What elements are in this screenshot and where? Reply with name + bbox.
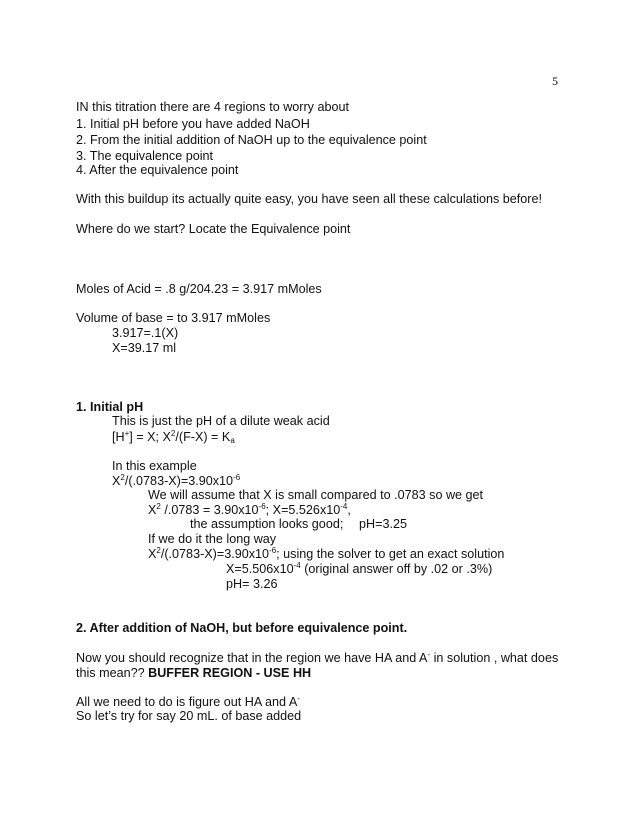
volume-result: X=39.17 ml xyxy=(112,341,177,355)
intro-line-3: 2. From the initial addition of NaOH up to the equivalence point xyxy=(76,133,427,147)
s1-ka-expression: [H+] = X; $X^2/(F-X) = K_a$ xyxy=(112,429,235,445)
s1-equation-d: $X=5.506x10^{-4}$ (original answer off by .02 or .3%) xyxy=(226,561,493,576)
buffer-region-callout: BUFFER REGION - USE HH xyxy=(148,666,312,680)
intro-line-5: 4. After the equivalence point xyxy=(76,163,239,177)
s1-equation-c: $X^2/(.0783-X)=3.90x10^{-6}$; using the solver to get an exact solution xyxy=(148,546,505,561)
s1-equation-b: $X^2$ $/.0783 = 3.90x10^{-6}$; $X=5.526x10^{-4}$, xyxy=(148,502,351,517)
moles-of-acid: Moles of Acid = .8 g/204.23 = 3.917 mMoles xyxy=(76,282,322,296)
s1-equation-a: $X^2/(.0783-X)=3.90x10^{-6}$ xyxy=(112,473,241,488)
intro-line-7: Where do we start? Locate the Equivalence point xyxy=(76,222,351,236)
intro-line-2: 1. Initial pH before you have added NaOH xyxy=(76,117,310,131)
s1-line-5: We will assume that X is small compared to .0783 so we get xyxy=(148,488,484,502)
s2-paragraph-line-4: So let’s try for say 20 mL. of base added xyxy=(76,709,302,723)
intro-line-6: With this buildup its actually quite easy, you have seen all these calculations before! xyxy=(76,192,542,206)
s2-paragraph-line-1: Now you should recognize that in the region we have HA and A- in solution , what does xyxy=(76,650,559,665)
volume-equation: 3.917=.1(X) xyxy=(112,326,179,340)
volume-of-base: Volume of base = to 3.917 mMoles xyxy=(76,311,271,325)
intro-line-4: 3. The equivalence point xyxy=(76,149,213,163)
s1-line-8: If we do it the long way xyxy=(148,532,277,546)
s1-assumption-note: the assumption looks good; xyxy=(190,517,344,531)
page-number: 5 xyxy=(552,74,558,88)
section-1-heading: 1. Initial pH xyxy=(76,400,144,414)
s1-line-3: In this example xyxy=(112,459,197,473)
s2-paragraph-line-3: All we need to do is figure out HA and A- xyxy=(76,694,300,709)
s1-line-1: This is just the pH of a dilute weak acid xyxy=(112,414,330,428)
intro-line-1: IN this titration there are 4 regions to worry about xyxy=(76,100,349,114)
s2-paragraph-line-2: this mean?? BUFFER REGION - USE HH xyxy=(76,666,312,680)
s1-ph-result: pH=3.25 xyxy=(359,517,407,531)
section-2-heading: 2. After addition of NaOH, but before equivalence point. xyxy=(76,621,408,635)
s1-ph-exact: pH= 3.26 xyxy=(226,577,278,591)
